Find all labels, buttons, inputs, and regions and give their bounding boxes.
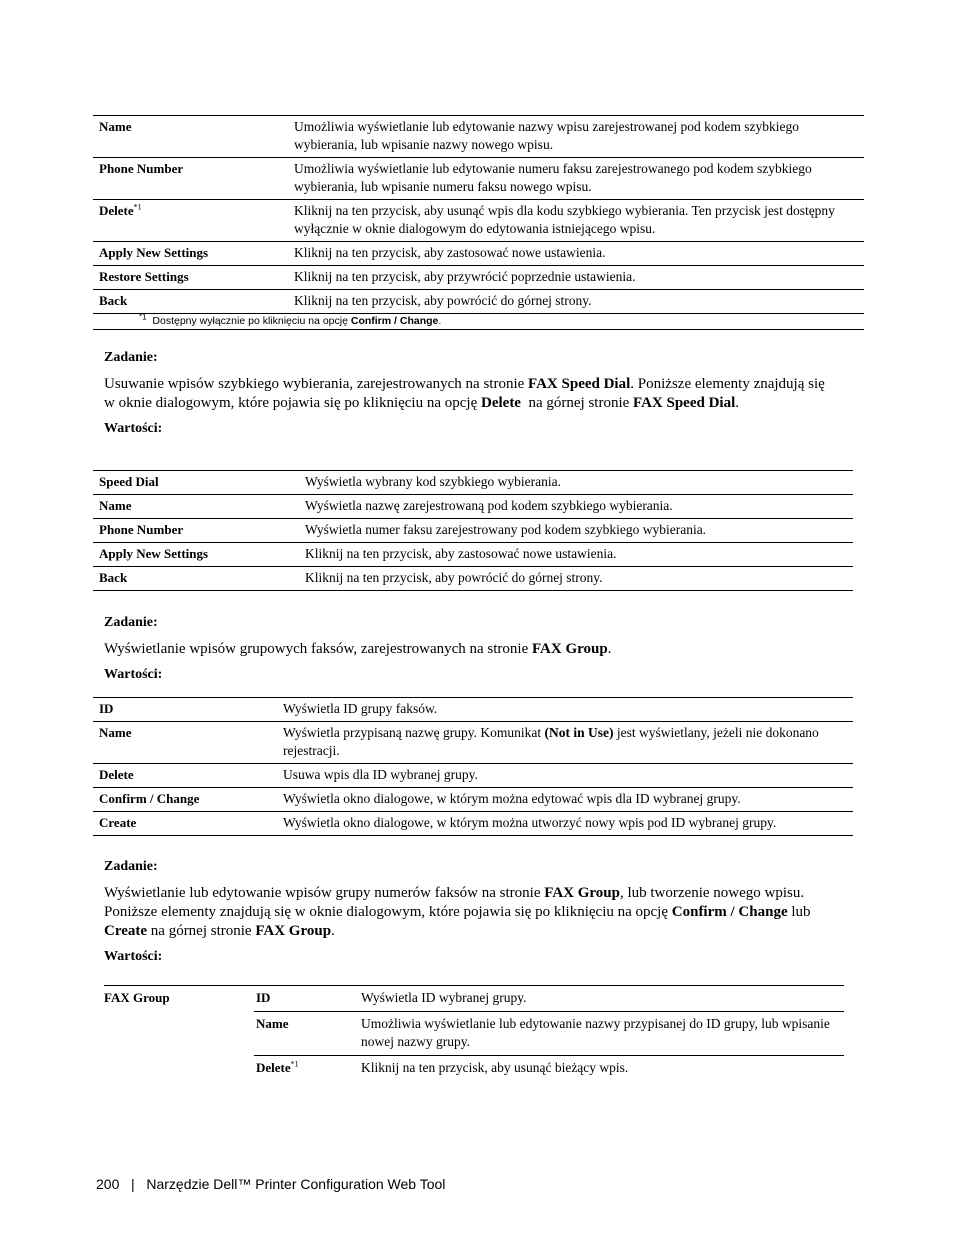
- bold-text: (Not in Use): [544, 725, 614, 740]
- table-row: [93, 471, 853, 495]
- row-key: Delete: [93, 764, 277, 788]
- section-paragraph: [104, 375, 839, 413]
- table-row: [93, 266, 864, 290]
- row-value: Kliknij na ten przycisk, aby przywrócić poprzednie ustawienia.: [288, 266, 864, 290]
- bold-text: FAX Group: [255, 923, 332, 939]
- row-key: Phone Number: [93, 158, 288, 200]
- bold-text: FAX Speed Dial: [528, 376, 631, 392]
- table-speed-dial-delete: [93, 470, 853, 591]
- table-row: [93, 242, 864, 266]
- row-key: Name: [93, 116, 288, 158]
- row-value: Kliknij na ten przycisk, aby usunąć bieżący wpis.: [359, 1056, 844, 1082]
- row-key: Apply New Settings: [93, 242, 288, 266]
- task-section-fax-group-edit: [104, 857, 839, 966]
- table-row: [93, 722, 853, 764]
- text: Usuwanie wpisów szybkiego wybierania, zarejestrowanych na stronie: [104, 376, 529, 392]
- footer-title: Narzędzie Dell™ Printer Configuration Web Tool: [146, 1176, 446, 1192]
- footnote-end: .: [438, 315, 442, 327]
- footnote-mark: *1: [133, 202, 142, 212]
- table-row: [93, 764, 853, 788]
- bold-text: Create: [104, 923, 148, 939]
- table-row: [93, 116, 864, 158]
- row-key: Name: [93, 495, 299, 519]
- row-value: Wyświetla okno dialogowe, w którym można utworzyć nowy wpis pod ID wybranej grupy.: [277, 812, 853, 836]
- row-key-text: Delete: [99, 203, 134, 218]
- table-row: [93, 519, 853, 543]
- row-value: Umożliwia wyświetlanie lub edytowanie nazwy przypisanej do ID grupy, lub wpisanie nowej nazwy grupy.: [359, 1012, 844, 1056]
- table-speed-dial-edit: [93, 115, 864, 330]
- table-row: [254, 1012, 844, 1056]
- table-row: [254, 1056, 844, 1082]
- row-value: Umożliwia wyświetlanie lub edytowanie numeru faksu zarejestrowanego pod kodem szybkiego wybierania, lub wpisanie numeru faksu nowego wpisu.: [288, 158, 864, 200]
- values-label: Wartości:: [104, 949, 163, 964]
- table-row: [93, 788, 853, 812]
- row-value: Wyświetla numer faksu zarejestrowany pod kodem szybkiego wybierania.: [299, 519, 853, 543]
- row-value: Kliknij na ten przycisk, aby zastosować nowe ustawienia.: [288, 242, 864, 266]
- footer-separator: |: [131, 1176, 135, 1192]
- table-row: [254, 986, 844, 1012]
- row-value: Umożliwia wyświetlanie lub edytowanie nazwy wpisu zarejestrowanej pod kodem szybkiego wybierania, lub wpisanie nazwy nowego wpisu.: [288, 116, 864, 158]
- row-key: Phone Number: [93, 519, 299, 543]
- table-row: [93, 290, 864, 314]
- text: na górnej stronie: [520, 395, 634, 411]
- footnote: [93, 314, 864, 330]
- section-heading: Zadanie:: [104, 615, 158, 630]
- task-section-fax-group-list: [104, 613, 839, 684]
- table-fax-group-edit: [104, 985, 844, 1075]
- bold-text: FAX Group: [544, 885, 620, 901]
- section-heading: Zadanie:: [104, 859, 158, 874]
- footnote-row: [93, 314, 864, 330]
- group-label: FAX Group: [104, 990, 170, 1005]
- table-fax-group: [93, 697, 853, 836]
- row-value: [277, 722, 853, 764]
- table-row: [93, 812, 853, 836]
- row-key: Create: [93, 812, 277, 836]
- text: jest wyświetlany, jeżeli nie dokonano rejestracji.: [283, 725, 819, 758]
- text: Wyświetlanie lub edytowanie wpisów grupy numerów faksów na stronie: [104, 885, 545, 901]
- footnote-mark: *1: [139, 312, 147, 322]
- row-value: Kliknij na ten przycisk, aby powrócić do górnej strony.: [288, 290, 864, 314]
- row-key: ID: [93, 698, 277, 722]
- table-row: [93, 495, 853, 519]
- row-key: Back: [93, 290, 288, 314]
- section-paragraph: [104, 640, 839, 659]
- task-section-delete-speed-dial: [104, 348, 839, 438]
- row-value: Usuwa wpis dla ID wybranej grupy.: [277, 764, 853, 788]
- row-key: Apply New Settings: [93, 543, 299, 567]
- page-footer: [96, 1176, 445, 1192]
- text: .: [735, 395, 740, 411]
- table-row: [93, 200, 864, 242]
- bold-text: FAX Group: [532, 641, 608, 657]
- row-key: Speed Dial: [93, 471, 299, 495]
- row-value: Wyświetla wybrany kod szybkiego wybierania.: [299, 471, 853, 495]
- footnote-text: Dostępny wyłącznie po kliknięciu na opcję: [152, 315, 351, 327]
- values-label: Wartości:: [104, 421, 163, 436]
- values-label: Wartości:: [104, 667, 163, 682]
- group-subtable: [254, 986, 844, 1081]
- row-key: [93, 200, 288, 242]
- section-heading: Zadanie:: [104, 350, 158, 365]
- row-key: Confirm / Change: [93, 788, 277, 812]
- text: Wyświetlanie wpisów grupowych faksów, zarejestrowanych na stronie: [104, 641, 532, 657]
- row-key: Back: [93, 567, 299, 591]
- text: .: [331, 923, 335, 939]
- table-row: [93, 543, 853, 567]
- row-value: Kliknij na ten przycisk, aby usunąć wpis dla kodu szybkiego wybierania. Ten przycisk jest dostępny wyłącznie w oknie dialogowym do edytowania istniejącego wpisu.: [288, 200, 864, 242]
- row-key-text: Delete: [256, 1060, 291, 1075]
- row-value: Kliknij na ten przycisk, aby powrócić do górnej strony.: [299, 567, 853, 591]
- bold-text: Confirm / Change: [671, 904, 788, 920]
- row-key: ID: [256, 990, 271, 1005]
- text: , lub tworzenie nowego wpisu. Poniższe elementy znajdują się w oknie dialogowym, które pojawia się po kliknięciu na opcję: [104, 885, 805, 920]
- footnote-mark: *1: [290, 1059, 299, 1069]
- row-key: Name: [93, 722, 277, 764]
- row-value: Kliknij na ten przycisk, aby zastosować nowe ustawienia.: [299, 543, 853, 567]
- row-value: Wyświetla ID wybranej grupy.: [361, 990, 527, 1005]
- section-paragraph: [104, 884, 839, 941]
- text: . Poniższe elementy znajdują się w oknie dialogowym, które pojawia się po kliknięciu na opcję: [104, 376, 825, 411]
- page-number: 200: [96, 1176, 120, 1192]
- row-key: [254, 1056, 359, 1082]
- text: .: [607, 641, 612, 657]
- bold-text: FAX Speed Dial: [633, 395, 736, 411]
- text: Wyświetla przypisaną nazwę grupy. Komunikat: [283, 725, 545, 740]
- row-value: Wyświetla okno dialogowe, w którym można edytować wpis dla ID wybranej grupy.: [277, 788, 853, 812]
- text: na górnej stronie: [147, 923, 256, 939]
- text: lub: [787, 904, 811, 920]
- bold-text: Delete: [481, 395, 521, 411]
- row-value: Wyświetla nazwę zarejestrowaną pod kodem szybkiego wybierania.: [299, 495, 853, 519]
- table-row: [93, 158, 864, 200]
- row-value: Wyświetla ID grupy faksów.: [277, 698, 853, 722]
- row-key: Restore Settings: [93, 266, 288, 290]
- row-key: Name: [254, 1012, 359, 1056]
- table-row: [93, 567, 853, 591]
- table-row: [93, 698, 853, 722]
- footnote-bold: Confirm / Change: [350, 315, 439, 327]
